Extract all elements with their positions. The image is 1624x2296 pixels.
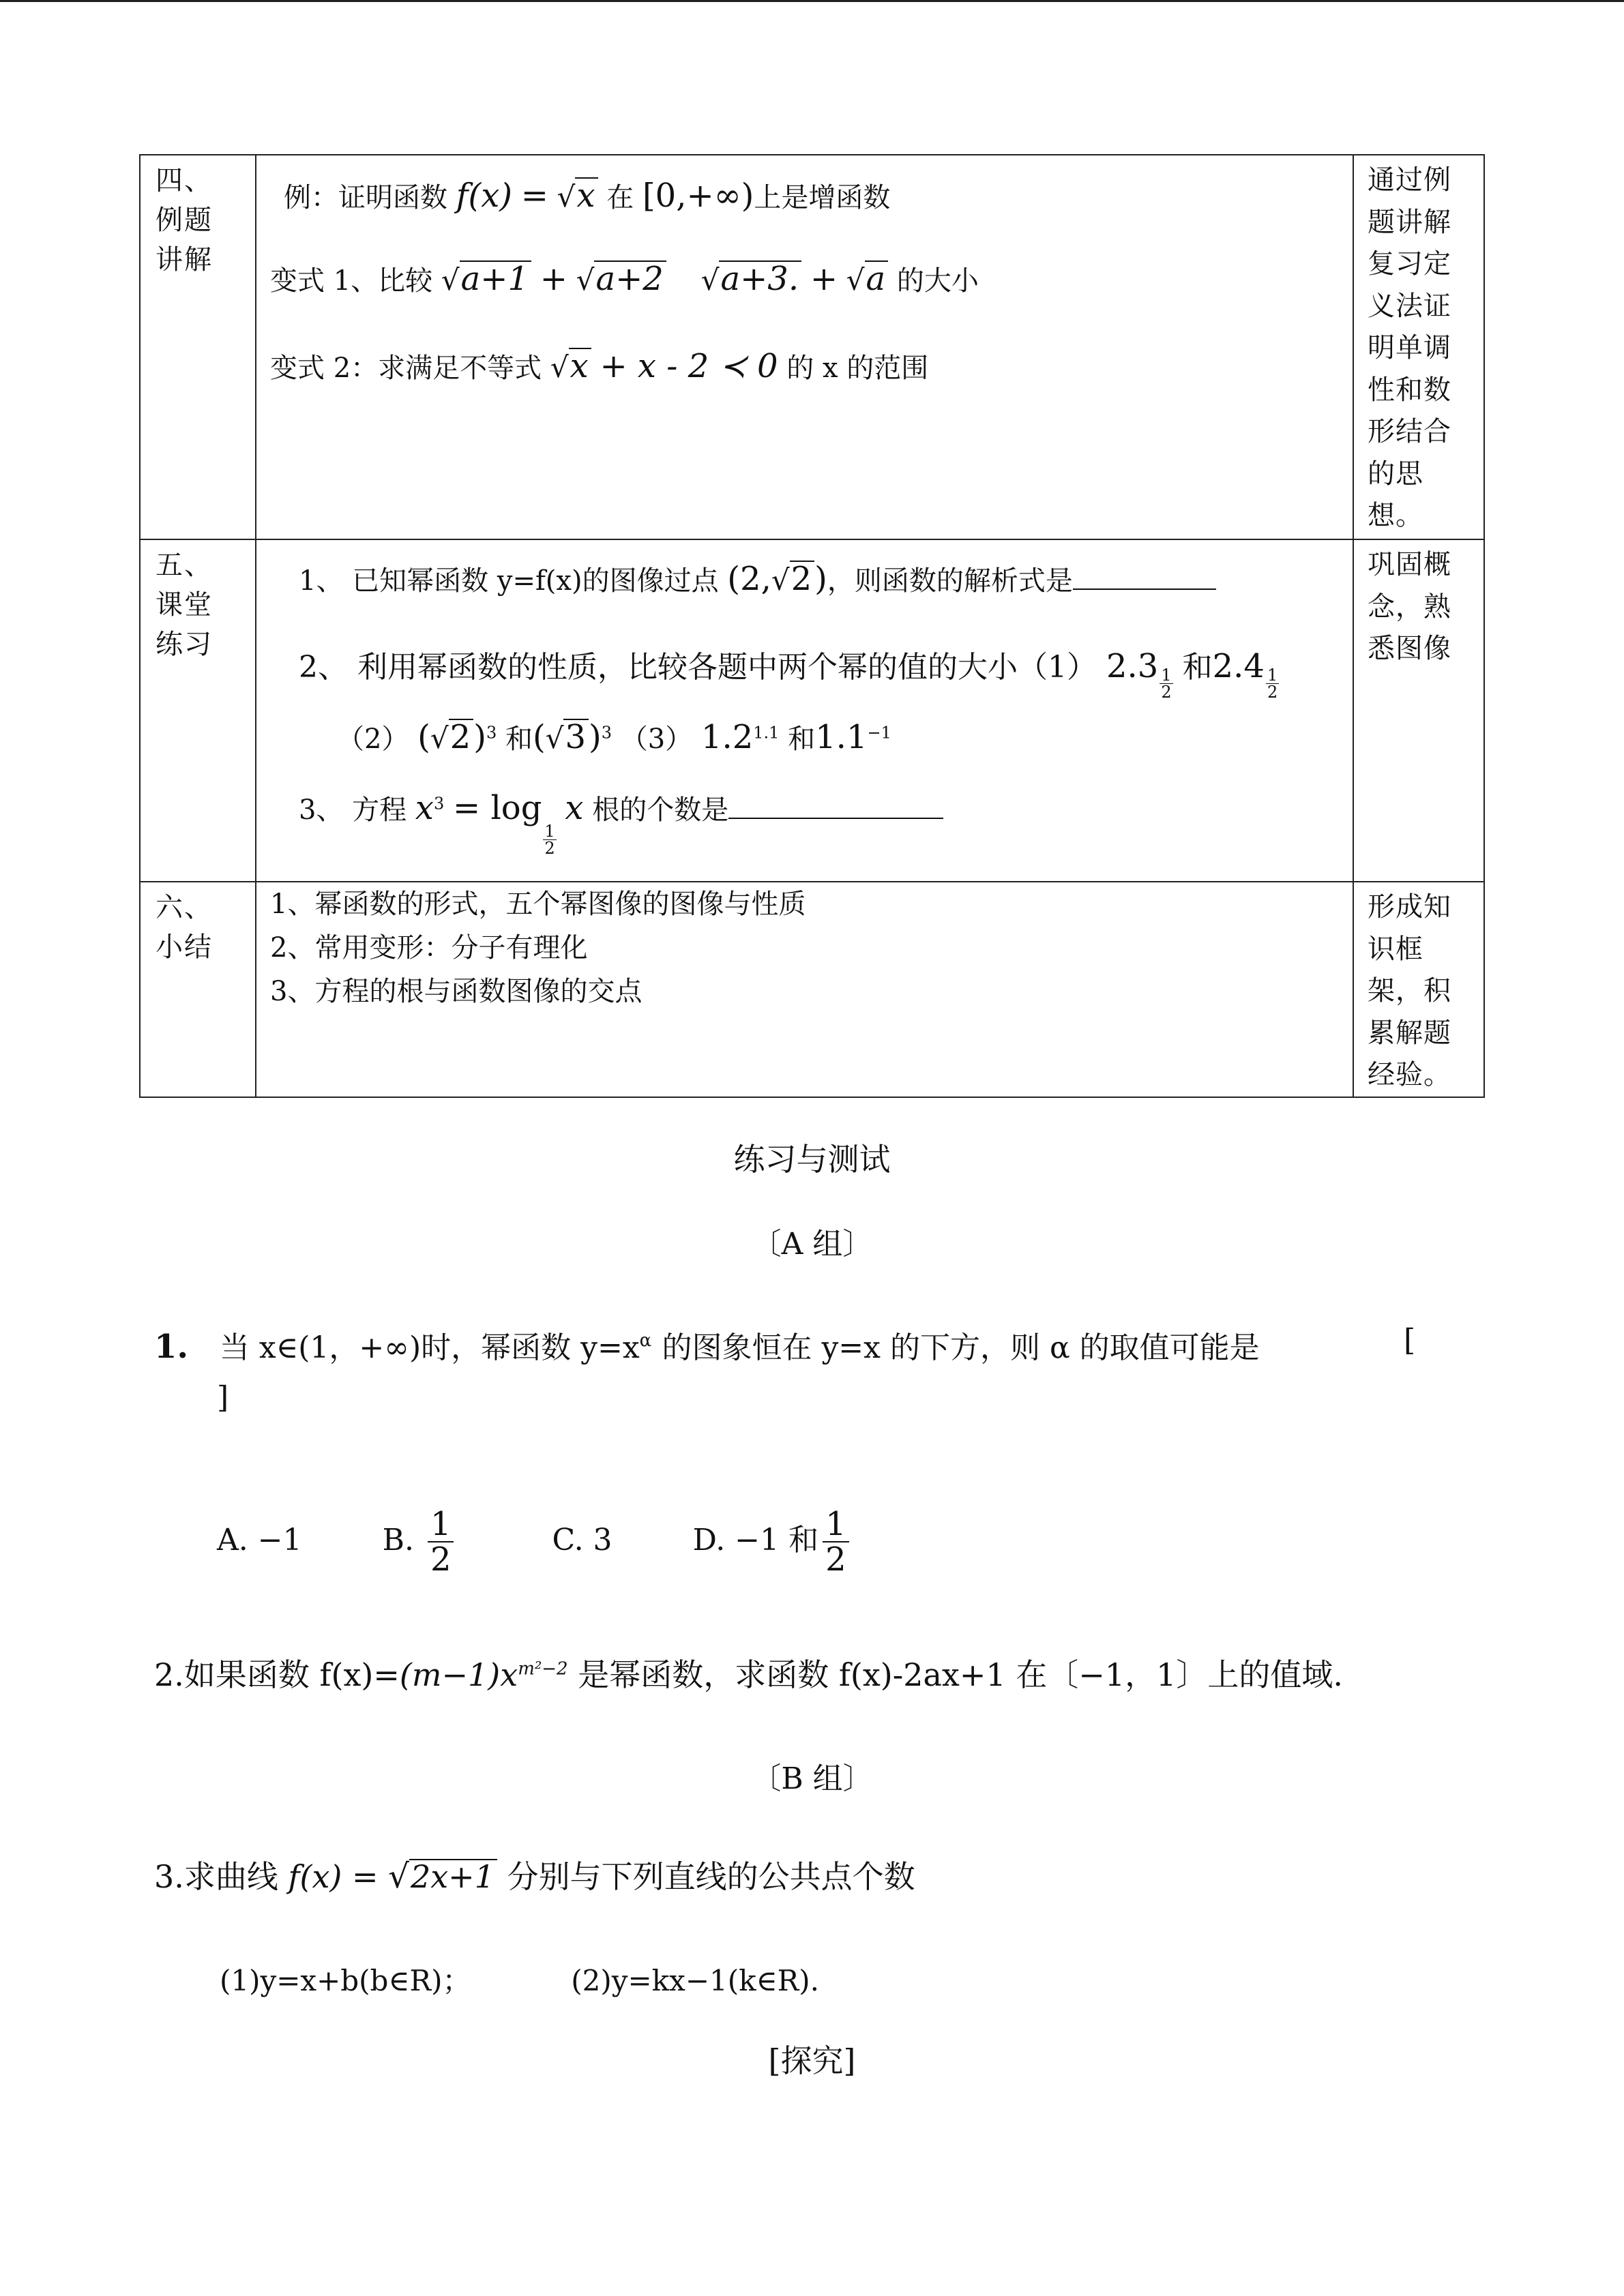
option-d-fraction: $\frac{1}{2}$ (823, 1507, 849, 1577)
exercise-1: 1、 已知幂函数 y=f(x)的图像过点 (2,√2)，则函数的解析式是 (299, 559, 1216, 598)
answer-blank[interactable] (1073, 564, 1216, 590)
exponent-fraction: $\frac{1}{2}$ (1161, 665, 1172, 702)
explore-heading: [探究] (768, 2042, 856, 2079)
option-c[interactable]: C. 3 (552, 1522, 612, 1557)
list-item: 1、幂函数的形式，五个幂图像的图像与性质 (270, 889, 806, 920)
section-label: 五、课堂练习 (156, 550, 213, 660)
variant1-line: 变式 1、比较 √a+1 + √a+2 √a+3. + √a 的大小 (270, 260, 979, 298)
part-2: (2)y=kx−1(k∈R). (571, 1964, 820, 1997)
example-line: 例：证明函数 f(x) = √x 在 [0,+∞)上是增函数 (284, 177, 891, 215)
content-cell (256, 539, 1353, 882)
table-row (140, 155, 1484, 539)
log-base-fraction: $\frac{1}{2}$ (544, 822, 555, 859)
exercise-3: 3、 方程 $x^3 = \log$ $\frac{1}{2}$ x 根的个数是 (299, 788, 943, 856)
list-item: 3、方程的根与函数图像的交点 (270, 976, 643, 1007)
group-a-heading: 〔A 组〕 (751, 1227, 873, 1262)
exponent-fraction: $\frac{1}{2}$ (1267, 665, 1278, 702)
option-b[interactable]: B. (382, 1522, 414, 1557)
sqrt-symbol: √ (557, 180, 576, 213)
practice-title: 练习与测试 (733, 1141, 891, 1178)
section-label: 四、例题讲解 (156, 165, 213, 275)
option-d[interactable]: D. −1 和 (692, 1522, 819, 1557)
note-text: 通过例题讲解复习定义法证明单调性和数形结合的思想。 (1368, 164, 1451, 531)
lesson-plan-table (139, 154, 1485, 1098)
part-1: (1)y=x+b(b∈R)； (220, 1964, 471, 1997)
top-border-line (0, 0, 1624, 2)
table-row (140, 882, 1484, 1097)
section-cell (140, 155, 256, 539)
question-3-parts (220, 1958, 819, 1999)
question-3: 3.求曲线 f(x) = √2x+1 分别与下列直线的公共点个数 (154, 1858, 915, 1896)
option-b-fraction: $\frac{1}{2}$ (428, 1507, 454, 1577)
option-a[interactable]: A. −1 (217, 1522, 302, 1557)
content-cell (256, 155, 1353, 539)
question-1-options (217, 1507, 853, 1577)
exercise-2-parts: （2） $(√2)^3$ 和$(√3)^3$ （3） $1.2^{1.1}$ 和$1.1^{-1}$ (337, 718, 891, 756)
exercise-2: 2、 利用幂函数的性质，比较各题中两个幂的值的大小（1） 2.3 $\frac{1}{2}$ 和2.4 $\frac{1}{2}$ (299, 647, 1278, 702)
note-cell (1353, 882, 1484, 1097)
question-2: 2.如果函数 $f(x)=(m-1)x^{m^2-2}$ 是幂函数，求函数 f(x)-2ax+1 在〔−1，1〕上的值域. (154, 1656, 1344, 1693)
table-row (140, 539, 1484, 882)
question-1: 1. 当 x∈(1，+∞)时，幂函数 $y=x^\alpha$ 的图象恒在 y=x 的下方，则 α 的取值可能是 (154, 1328, 1260, 1366)
note-text: 巩固概念，熟悉图像 (1368, 549, 1451, 664)
section-label: 六、小结 (156, 892, 213, 963)
bracket-close: ] (217, 1380, 229, 1415)
list-item: 2、常用变形：分子有理化 (270, 932, 588, 964)
answer-blank[interactable] (728, 793, 943, 819)
bracket-open: [ (1404, 1323, 1416, 1358)
content-cell (256, 882, 1353, 1097)
group-b-heading: 〔B 组〕 (751, 1761, 873, 1796)
note-cell (1353, 155, 1484, 539)
note-text: 形成知识框架，积累解题经验。 (1368, 891, 1451, 1090)
section-cell (140, 539, 256, 882)
variant2-line: 变式 2：求满足不等式 √x + x - 2 ≺ 0 的 x 的范围 (270, 347, 929, 385)
summary-list (256, 882, 1353, 1013)
note-cell (1353, 539, 1484, 882)
section-cell (140, 882, 256, 1097)
